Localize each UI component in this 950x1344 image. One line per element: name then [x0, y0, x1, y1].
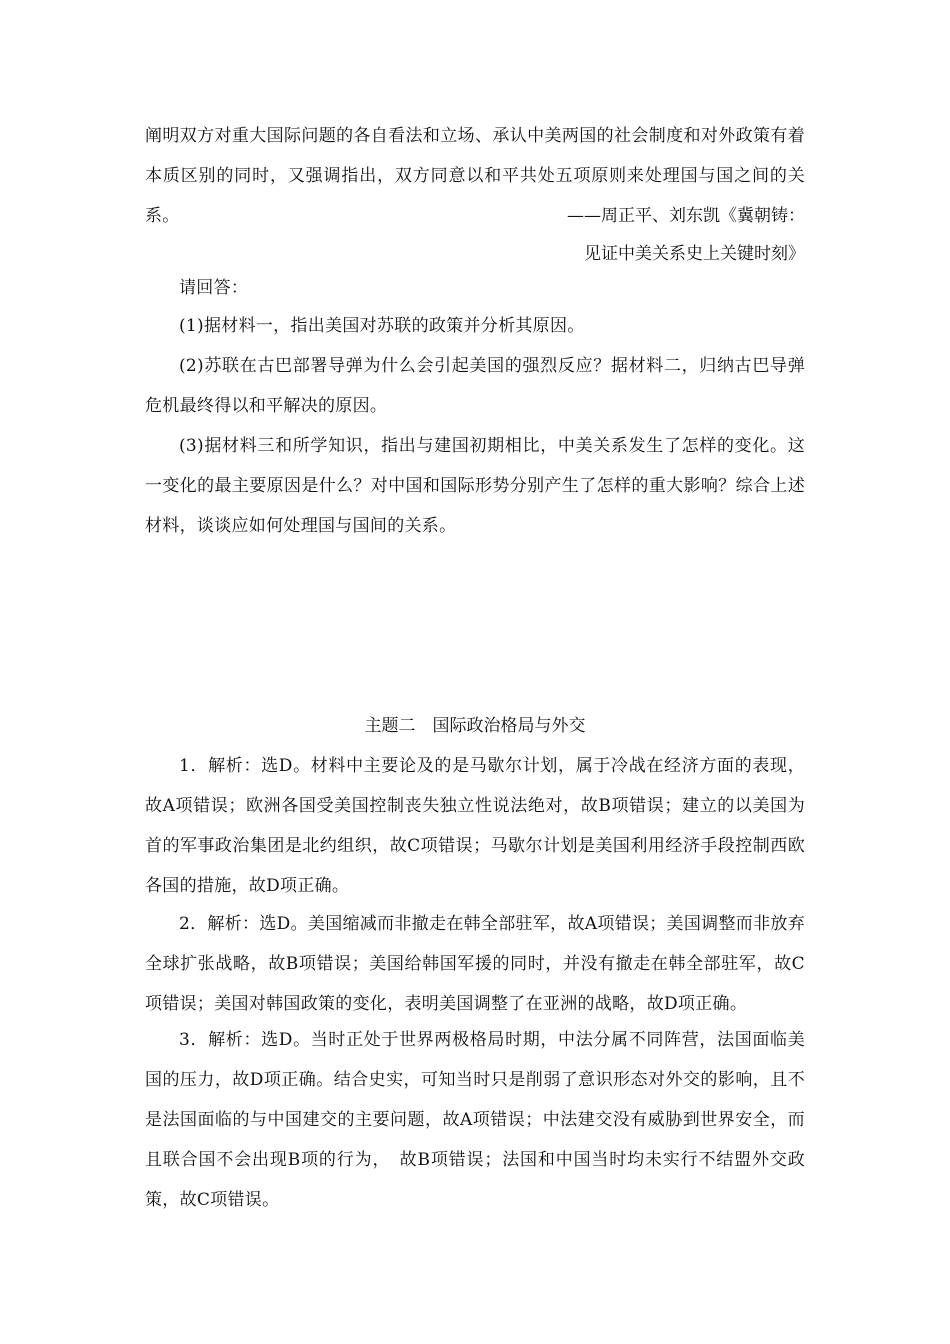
answer-2: 2．解析：选D。美国缩减而非撤走在韩全部驻军，故A项错误；美国调整而非放弃全球扩张战略，故B项错误；美国给韩国军援的同时，并没有撤走在韩全部驻军，故C项错误；美国对韩国政策的变化，表明美国调整了在亚洲的战略，故D项正确。 [145, 914, 805, 1014]
answer-1: 1．解析：选D。材料中主要论及的是马歇尔计划，属于冷战在经济方面的表现，故A项错误；欧洲各国受美国控制丧失独立性说法绝对，故B项错误；建立的以美国为首的军事政治集团是北约组织，故C项错误；马歇尔计划是美国利用经济手段控制西欧各国的措施，故D项正确。 [145, 756, 805, 896]
material-three-text: 阐明双方对重大国际问题的各自看法和立场、承认中美两国的社会制度和对外政策有着本质区别的同时，又强调指出，双方同意以和平共处五项原则来处理国与国之间的关系。 [145, 126, 805, 226]
question-3: (3)据材料三和所学知识，指出与建国初期相比，中美关系发生了怎样的变化。这一变化的最主要原因是什么？对中国和国际形势分别产生了怎样的重大影响？综合上述材料，谈谈应如何处理国与国间的关系。 [145, 436, 805, 536]
answer-3: 3．解析：选D。当时正处于世界两极格局时期，中法分属不同阵营，法国面临美国的压力，故D项正确。结合史实，可知当时只是削弱了意识形态对外交的影响，且不是法国面临的与中国建交的主要问题，故A项错误；中法建交没有威胁到世界安全，而且联合国不会出现B项的行为， 故B项错误；法国和中国当时均未实行不结盟外交政策，故C项错误。 [145, 1030, 805, 1210]
prompt-label: 请回答： [179, 278, 249, 298]
citation-line-1: ——周正平、刘东凯《冀朝铸： [567, 206, 805, 226]
section-heading: 主题二 国际政治格局与外交 [364, 716, 586, 736]
question-2: (2)苏联在古巴部署导弹为什么会引起美国的强烈反应？据材料二，归纳古巴导弹危机最终得以和平解决的原因。 [145, 356, 805, 416]
question-1: (1)据材料一，指出美国对苏联的政策并分析其原因。 [179, 316, 585, 336]
citation-line-2: 见证中美关系史上关键时刻》 [584, 244, 805, 264]
